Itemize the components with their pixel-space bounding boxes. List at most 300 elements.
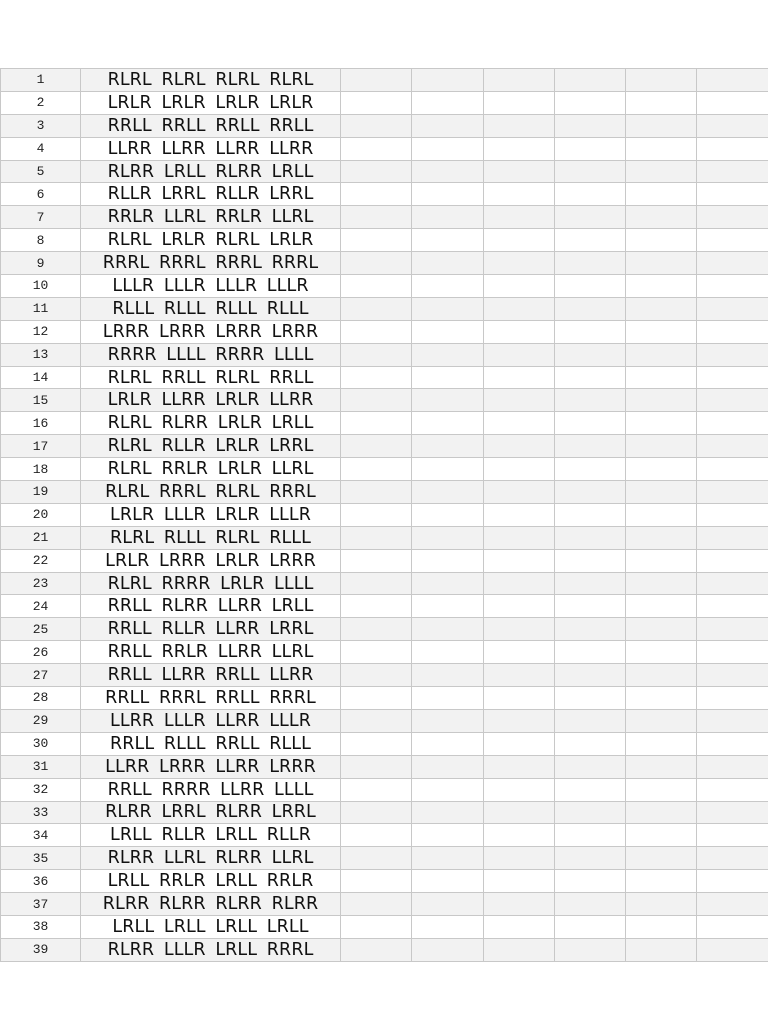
sticking-pattern-cell[interactable]: RLRL LRLR RLRL LRLR: [81, 229, 341, 252]
empty-cell[interactable]: [483, 915, 554, 938]
empty-cell[interactable]: [626, 801, 697, 824]
empty-cell[interactable]: [626, 343, 697, 366]
sticking-pattern-cell[interactable]: RRLL LLRR RRLL LLRR: [81, 664, 341, 687]
sticking-pattern-cell[interactable]: RLRR LLRL RLRR LLRL: [81, 847, 341, 870]
empty-cell[interactable]: [554, 252, 625, 275]
empty-cell[interactable]: [341, 938, 412, 961]
empty-cell[interactable]: [412, 641, 483, 664]
empty-cell[interactable]: [697, 435, 768, 458]
empty-cell[interactable]: [341, 870, 412, 893]
empty-cell[interactable]: [697, 114, 768, 137]
empty-cell[interactable]: [626, 824, 697, 847]
empty-cell[interactable]: [626, 275, 697, 298]
sticking-pattern-cell[interactable]: RRLL RRRL RRLL RRRL: [81, 687, 341, 710]
empty-cell[interactable]: [341, 183, 412, 206]
empty-cell[interactable]: [483, 618, 554, 641]
empty-cell[interactable]: [626, 366, 697, 389]
empty-cell[interactable]: [341, 595, 412, 618]
empty-cell[interactable]: [554, 343, 625, 366]
empty-cell[interactable]: [341, 435, 412, 458]
row-number-cell[interactable]: 30: [1, 732, 81, 755]
empty-cell[interactable]: [697, 137, 768, 160]
empty-cell[interactable]: [412, 732, 483, 755]
empty-cell[interactable]: [341, 343, 412, 366]
empty-cell[interactable]: [483, 503, 554, 526]
empty-cell[interactable]: [697, 458, 768, 481]
empty-cell[interactable]: [341, 572, 412, 595]
empty-cell[interactable]: [483, 595, 554, 618]
empty-cell[interactable]: [697, 526, 768, 549]
sticking-pattern-cell[interactable]: RRRL RRRL RRRL RRRL: [81, 252, 341, 275]
empty-cell[interactable]: [412, 91, 483, 114]
empty-cell[interactable]: [697, 641, 768, 664]
empty-cell[interactable]: [341, 664, 412, 687]
empty-cell[interactable]: [341, 160, 412, 183]
empty-cell[interactable]: [483, 320, 554, 343]
empty-cell[interactable]: [554, 595, 625, 618]
empty-cell[interactable]: [554, 481, 625, 504]
sticking-pattern-cell[interactable]: RLRL RLRL RLRL RLRL: [81, 69, 341, 92]
row-number-cell[interactable]: 20: [1, 503, 81, 526]
empty-cell[interactable]: [341, 549, 412, 572]
empty-cell[interactable]: [626, 229, 697, 252]
row-number-cell[interactable]: 11: [1, 297, 81, 320]
row-number-cell[interactable]: 26: [1, 641, 81, 664]
row-number-cell[interactable]: 9: [1, 252, 81, 275]
empty-cell[interactable]: [554, 435, 625, 458]
empty-cell[interactable]: [341, 252, 412, 275]
row-number-cell[interactable]: 31: [1, 755, 81, 778]
empty-cell[interactable]: [483, 824, 554, 847]
empty-cell[interactable]: [554, 893, 625, 916]
empty-cell[interactable]: [412, 801, 483, 824]
sticking-pattern-cell[interactable]: LLRR LRRR LLRR LRRR: [81, 755, 341, 778]
sticking-pattern-cell[interactable]: RRLR LLRL RRLR LLRL: [81, 206, 341, 229]
empty-cell[interactable]: [341, 389, 412, 412]
empty-cell[interactable]: [697, 664, 768, 687]
empty-cell[interactable]: [554, 778, 625, 801]
empty-cell[interactable]: [412, 114, 483, 137]
empty-cell[interactable]: [697, 595, 768, 618]
empty-cell[interactable]: [554, 412, 625, 435]
empty-cell[interactable]: [554, 183, 625, 206]
empty-cell[interactable]: [697, 206, 768, 229]
empty-cell[interactable]: [626, 687, 697, 710]
sticking-pattern-cell[interactable]: RLRL RLRR LRLR LRLL: [81, 412, 341, 435]
empty-cell[interactable]: [483, 664, 554, 687]
row-number-cell[interactable]: 24: [1, 595, 81, 618]
empty-cell[interactable]: [412, 137, 483, 160]
empty-cell[interactable]: [554, 801, 625, 824]
empty-cell[interactable]: [412, 389, 483, 412]
empty-cell[interactable]: [554, 549, 625, 572]
empty-cell[interactable]: [341, 481, 412, 504]
empty-cell[interactable]: [697, 870, 768, 893]
row-number-cell[interactable]: 4: [1, 137, 81, 160]
row-number-cell[interactable]: 10: [1, 275, 81, 298]
empty-cell[interactable]: [341, 526, 412, 549]
row-number-cell[interactable]: 23: [1, 572, 81, 595]
empty-cell[interactable]: [483, 229, 554, 252]
row-number-cell[interactable]: 18: [1, 458, 81, 481]
empty-cell[interactable]: [626, 503, 697, 526]
empty-cell[interactable]: [697, 69, 768, 92]
empty-cell[interactable]: [483, 160, 554, 183]
empty-cell[interactable]: [412, 343, 483, 366]
sticking-pattern-cell[interactable]: RLRL RLLR LRLR LRRL: [81, 435, 341, 458]
empty-cell[interactable]: [483, 526, 554, 549]
empty-cell[interactable]: [626, 183, 697, 206]
empty-cell[interactable]: [483, 275, 554, 298]
empty-cell[interactable]: [341, 915, 412, 938]
row-number-cell[interactable]: 34: [1, 824, 81, 847]
empty-cell[interactable]: [483, 252, 554, 275]
empty-cell[interactable]: [697, 824, 768, 847]
empty-cell[interactable]: [697, 618, 768, 641]
empty-cell[interactable]: [554, 503, 625, 526]
empty-cell[interactable]: [697, 893, 768, 916]
sticking-pattern-cell[interactable]: LRLL LRLL LRLL LRLL: [81, 915, 341, 938]
empty-cell[interactable]: [626, 915, 697, 938]
row-number-cell[interactable]: 27: [1, 664, 81, 687]
row-number-cell[interactable]: 21: [1, 526, 81, 549]
empty-cell[interactable]: [626, 252, 697, 275]
empty-cell[interactable]: [483, 114, 554, 137]
empty-cell[interactable]: [412, 549, 483, 572]
sticking-pattern-cell[interactable]: LRLL RLLR LRLL RLLR: [81, 824, 341, 847]
empty-cell[interactable]: [483, 481, 554, 504]
empty-cell[interactable]: [412, 709, 483, 732]
empty-cell[interactable]: [626, 572, 697, 595]
empty-cell[interactable]: [341, 778, 412, 801]
empty-cell[interactable]: [412, 618, 483, 641]
empty-cell[interactable]: [412, 526, 483, 549]
empty-cell[interactable]: [554, 732, 625, 755]
empty-cell[interactable]: [626, 526, 697, 549]
empty-cell[interactable]: [341, 297, 412, 320]
empty-cell[interactable]: [697, 915, 768, 938]
empty-cell[interactable]: [697, 343, 768, 366]
sticking-pattern-cell[interactable]: RLRL RRRL RLRL RRRL: [81, 481, 341, 504]
sticking-pattern-cell[interactable]: LRLR LLRR LRLR LLRR: [81, 389, 341, 412]
empty-cell[interactable]: [412, 778, 483, 801]
row-number-cell[interactable]: 14: [1, 366, 81, 389]
sticking-pattern-cell[interactable]: LRLL RRLR LRLL RRLR: [81, 870, 341, 893]
sticking-pattern-cell[interactable]: RLRL RRRR LRLR LLLL: [81, 572, 341, 595]
empty-cell[interactable]: [341, 687, 412, 710]
empty-cell[interactable]: [412, 503, 483, 526]
sticking-pattern-cell[interactable]: RLRL RRLR LRLR LLRL: [81, 458, 341, 481]
empty-cell[interactable]: [626, 641, 697, 664]
sticking-pattern-cell[interactable]: RLRR LRLL RLRR LRLL: [81, 160, 341, 183]
empty-cell[interactable]: [483, 938, 554, 961]
empty-cell[interactable]: [341, 503, 412, 526]
empty-cell[interactable]: [626, 297, 697, 320]
row-number-cell[interactable]: 29: [1, 709, 81, 732]
row-number-cell[interactable]: 1: [1, 69, 81, 92]
empty-cell[interactable]: [483, 412, 554, 435]
empty-cell[interactable]: [341, 709, 412, 732]
empty-cell[interactable]: [626, 389, 697, 412]
empty-cell[interactable]: [412, 481, 483, 504]
empty-cell[interactable]: [412, 915, 483, 938]
empty-cell[interactable]: [412, 412, 483, 435]
empty-cell[interactable]: [697, 389, 768, 412]
empty-cell[interactable]: [554, 618, 625, 641]
row-number-cell[interactable]: 36: [1, 870, 81, 893]
empty-cell[interactable]: [697, 412, 768, 435]
empty-cell[interactable]: [697, 847, 768, 870]
sticking-pattern-cell[interactable]: LRRR LRRR LRRR LRRR: [81, 320, 341, 343]
empty-cell[interactable]: [341, 137, 412, 160]
row-number-cell[interactable]: 5: [1, 160, 81, 183]
row-number-cell[interactable]: 19: [1, 481, 81, 504]
row-number-cell[interactable]: 25: [1, 618, 81, 641]
empty-cell[interactable]: [341, 732, 412, 755]
empty-cell[interactable]: [483, 458, 554, 481]
row-number-cell[interactable]: 12: [1, 320, 81, 343]
row-number-cell[interactable]: 39: [1, 938, 81, 961]
empty-cell[interactable]: [697, 297, 768, 320]
empty-cell[interactable]: [626, 206, 697, 229]
empty-cell[interactable]: [697, 732, 768, 755]
empty-cell[interactable]: [412, 870, 483, 893]
empty-cell[interactable]: [341, 114, 412, 137]
empty-cell[interactable]: [554, 709, 625, 732]
empty-cell[interactable]: [412, 275, 483, 298]
empty-cell[interactable]: [697, 755, 768, 778]
empty-cell[interactable]: [554, 572, 625, 595]
empty-cell[interactable]: [483, 91, 554, 114]
empty-cell[interactable]: [554, 114, 625, 137]
empty-cell[interactable]: [412, 297, 483, 320]
row-number-cell[interactable]: 32: [1, 778, 81, 801]
empty-cell[interactable]: [626, 870, 697, 893]
empty-cell[interactable]: [483, 893, 554, 916]
empty-cell[interactable]: [697, 160, 768, 183]
empty-cell[interactable]: [697, 572, 768, 595]
empty-cell[interactable]: [341, 366, 412, 389]
sticking-pattern-cell[interactable]: RLRL RLLL RLRL RLLL: [81, 526, 341, 549]
empty-cell[interactable]: [554, 297, 625, 320]
empty-cell[interactable]: [412, 824, 483, 847]
row-number-cell[interactable]: 15: [1, 389, 81, 412]
empty-cell[interactable]: [483, 572, 554, 595]
sticking-pattern-cell[interactable]: RRLL RRLL RRLL RRLL: [81, 114, 341, 137]
empty-cell[interactable]: [554, 69, 625, 92]
empty-cell[interactable]: [341, 755, 412, 778]
empty-cell[interactable]: [626, 160, 697, 183]
empty-cell[interactable]: [412, 847, 483, 870]
empty-cell[interactable]: [483, 549, 554, 572]
empty-cell[interactable]: [554, 847, 625, 870]
empty-cell[interactable]: [626, 778, 697, 801]
empty-cell[interactable]: [697, 549, 768, 572]
empty-cell[interactable]: [626, 435, 697, 458]
empty-cell[interactable]: [554, 664, 625, 687]
empty-cell[interactable]: [341, 847, 412, 870]
row-number-cell[interactable]: 2: [1, 91, 81, 114]
empty-cell[interactable]: [341, 801, 412, 824]
row-number-cell[interactable]: 3: [1, 114, 81, 137]
empty-cell[interactable]: [626, 320, 697, 343]
empty-cell[interactable]: [483, 847, 554, 870]
sticking-pattern-cell[interactable]: RRLL RLLR LLRR LRRL: [81, 618, 341, 641]
empty-cell[interactable]: [412, 69, 483, 92]
empty-cell[interactable]: [483, 183, 554, 206]
empty-cell[interactable]: [341, 275, 412, 298]
empty-cell[interactable]: [341, 641, 412, 664]
empty-cell[interactable]: [483, 732, 554, 755]
empty-cell[interactable]: [412, 435, 483, 458]
row-number-cell[interactable]: 8: [1, 229, 81, 252]
empty-cell[interactable]: [412, 206, 483, 229]
sticking-pattern-cell[interactable]: RRRR LLLL RRRR LLLL: [81, 343, 341, 366]
empty-cell[interactable]: [697, 366, 768, 389]
sticking-pattern-cell[interactable]: RRLL RRLR LLRR LLRL: [81, 641, 341, 664]
sticking-pattern-cell[interactable]: RLRR RLRR RLRR RLRR: [81, 893, 341, 916]
empty-cell[interactable]: [412, 755, 483, 778]
empty-cell[interactable]: [412, 893, 483, 916]
empty-cell[interactable]: [697, 275, 768, 298]
empty-cell[interactable]: [554, 870, 625, 893]
empty-cell[interactable]: [626, 709, 697, 732]
empty-cell[interactable]: [626, 481, 697, 504]
empty-cell[interactable]: [483, 709, 554, 732]
empty-cell[interactable]: [554, 206, 625, 229]
empty-cell[interactable]: [554, 91, 625, 114]
row-number-cell[interactable]: 22: [1, 549, 81, 572]
empty-cell[interactable]: [412, 160, 483, 183]
empty-cell[interactable]: [554, 229, 625, 252]
empty-cell[interactable]: [626, 114, 697, 137]
empty-cell[interactable]: [341, 229, 412, 252]
empty-cell[interactable]: [697, 229, 768, 252]
empty-cell[interactable]: [412, 458, 483, 481]
empty-cell[interactable]: [483, 389, 554, 412]
empty-cell[interactable]: [412, 366, 483, 389]
empty-cell[interactable]: [626, 458, 697, 481]
empty-cell[interactable]: [554, 824, 625, 847]
empty-cell[interactable]: [626, 618, 697, 641]
empty-cell[interactable]: [554, 687, 625, 710]
empty-cell[interactable]: [626, 893, 697, 916]
empty-cell[interactable]: [697, 252, 768, 275]
empty-cell[interactable]: [626, 91, 697, 114]
empty-cell[interactable]: [412, 938, 483, 961]
empty-cell[interactable]: [697, 687, 768, 710]
empty-cell[interactable]: [412, 229, 483, 252]
row-number-cell[interactable]: 16: [1, 412, 81, 435]
empty-cell[interactable]: [554, 458, 625, 481]
empty-cell[interactable]: [483, 69, 554, 92]
row-number-cell[interactable]: 13: [1, 343, 81, 366]
empty-cell[interactable]: [697, 778, 768, 801]
row-number-cell[interactable]: 37: [1, 893, 81, 916]
empty-cell[interactable]: [412, 687, 483, 710]
empty-cell[interactable]: [483, 435, 554, 458]
empty-cell[interactable]: [697, 91, 768, 114]
empty-cell[interactable]: [626, 847, 697, 870]
empty-cell[interactable]: [483, 206, 554, 229]
empty-cell[interactable]: [554, 366, 625, 389]
empty-cell[interactable]: [626, 412, 697, 435]
sticking-pattern-cell[interactable]: RLLL RLLL RLLL RLLL: [81, 297, 341, 320]
sticking-pattern-cell[interactable]: RRLL RLLL RRLL RLLL: [81, 732, 341, 755]
empty-cell[interactable]: [412, 183, 483, 206]
empty-cell[interactable]: [341, 824, 412, 847]
row-number-cell[interactable]: 7: [1, 206, 81, 229]
sticking-pattern-cell[interactable]: LRLR LRLR LRLR LRLR: [81, 91, 341, 114]
empty-cell[interactable]: [626, 595, 697, 618]
empty-cell[interactable]: [341, 893, 412, 916]
sticking-pattern-cell[interactable]: RRLL RRRR LLRR LLLL: [81, 778, 341, 801]
empty-cell[interactable]: [554, 320, 625, 343]
row-number-cell[interactable]: 38: [1, 915, 81, 938]
empty-cell[interactable]: [341, 69, 412, 92]
empty-cell[interactable]: [341, 618, 412, 641]
empty-cell[interactable]: [412, 320, 483, 343]
empty-cell[interactable]: [626, 664, 697, 687]
sticking-pattern-cell[interactable]: RLLR LRRL RLLR LRRL: [81, 183, 341, 206]
empty-cell[interactable]: [554, 915, 625, 938]
empty-cell[interactable]: [626, 137, 697, 160]
empty-cell[interactable]: [697, 503, 768, 526]
empty-cell[interactable]: [554, 275, 625, 298]
sticking-pattern-cell[interactable]: RLRR LRRL RLRR LRRL: [81, 801, 341, 824]
empty-cell[interactable]: [626, 938, 697, 961]
empty-cell[interactable]: [483, 801, 554, 824]
empty-cell[interactable]: [626, 732, 697, 755]
empty-cell[interactable]: [554, 389, 625, 412]
empty-cell[interactable]: [697, 183, 768, 206]
empty-cell[interactable]: [697, 320, 768, 343]
empty-cell[interactable]: [554, 526, 625, 549]
empty-cell[interactable]: [697, 938, 768, 961]
empty-cell[interactable]: [483, 641, 554, 664]
empty-cell[interactable]: [697, 801, 768, 824]
empty-cell[interactable]: [483, 366, 554, 389]
empty-cell[interactable]: [341, 458, 412, 481]
empty-cell[interactable]: [341, 412, 412, 435]
empty-cell[interactable]: [697, 481, 768, 504]
sticking-pattern-cell[interactable]: RRLL RLRR LLRR LRLL: [81, 595, 341, 618]
empty-cell[interactable]: [626, 549, 697, 572]
empty-cell[interactable]: [341, 91, 412, 114]
row-number-cell[interactable]: 6: [1, 183, 81, 206]
sticking-pattern-cell[interactable]: LLRR LLRR LLRR LLRR: [81, 137, 341, 160]
empty-cell[interactable]: [483, 870, 554, 893]
empty-cell[interactable]: [412, 595, 483, 618]
empty-cell[interactable]: [412, 664, 483, 687]
empty-cell[interactable]: [483, 343, 554, 366]
sticking-pattern-cell[interactable]: LRLR LLLR LRLR LLLR: [81, 503, 341, 526]
empty-cell[interactable]: [554, 641, 625, 664]
row-number-cell[interactable]: 35: [1, 847, 81, 870]
empty-cell[interactable]: [483, 687, 554, 710]
row-number-cell[interactable]: 28: [1, 687, 81, 710]
empty-cell[interactable]: [483, 755, 554, 778]
sticking-pattern-cell[interactable]: RLRR LLLR LRLL RRRL: [81, 938, 341, 961]
empty-cell[interactable]: [626, 69, 697, 92]
empty-cell[interactable]: [412, 572, 483, 595]
sticking-pattern-cell[interactable]: RLRL RRLL RLRL RRLL: [81, 366, 341, 389]
empty-cell[interactable]: [626, 755, 697, 778]
empty-cell[interactable]: [341, 320, 412, 343]
empty-cell[interactable]: [483, 137, 554, 160]
empty-cell[interactable]: [554, 938, 625, 961]
empty-cell[interactable]: [554, 137, 625, 160]
